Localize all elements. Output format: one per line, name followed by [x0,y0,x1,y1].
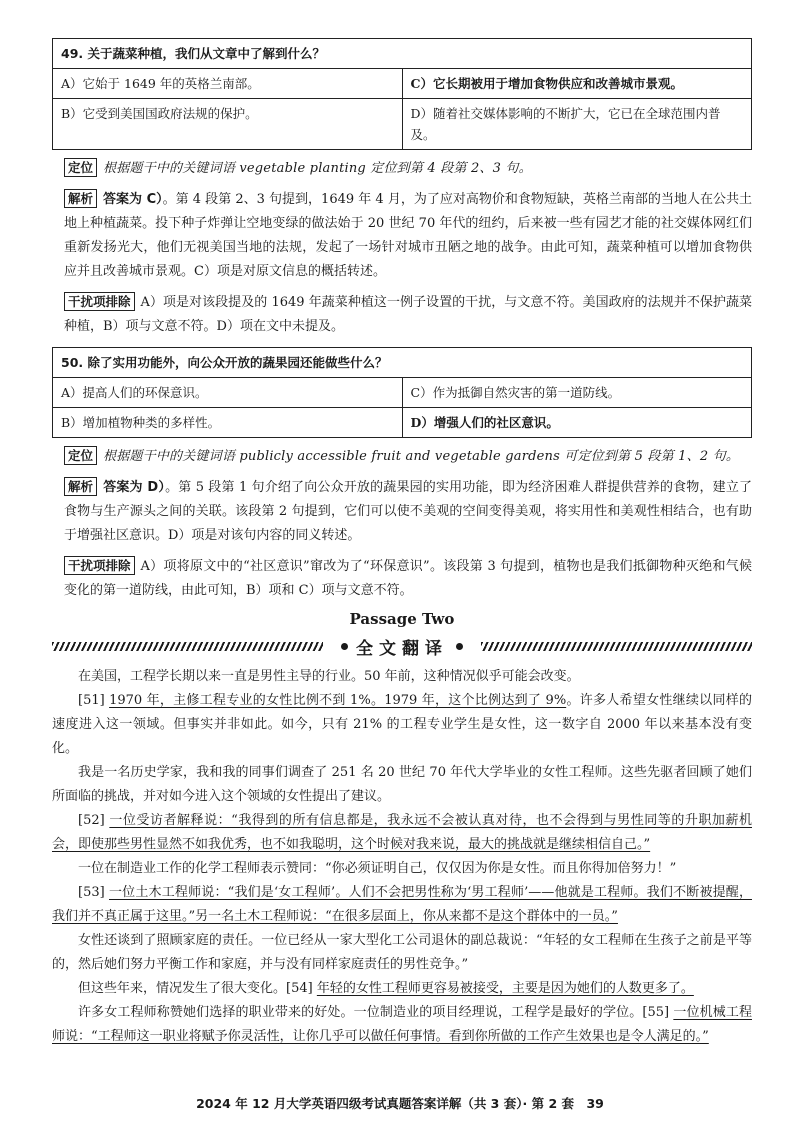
translation-p8 [52,977,752,1001]
question-50-table [52,347,752,438]
question-50-stem: 50. 除了实用功能外，向公众开放的蔬果园还能做些什么？ [53,348,752,378]
q49-distractors [52,291,752,339]
translation-p9 [52,1001,752,1049]
banner-title: 全文翻译 [356,638,448,659]
translation-p4 [52,809,752,857]
q49-option-b: B）它受到美国国政府法规的保护。 [53,99,403,150]
banner-hatch-left [52,642,323,651]
passage-title: Passage Two [349,610,455,628]
q50-analysis-text: 。第 5 段第 1 句介绍了向公众开放的蔬果园的实用功能，即为经济困难人群提供营养的食物，建立了食物与生产源头之间的关联。该段第 2 句提到，它们可以使不美观的空间变得美观，将实用性和美观性相结合，也有助于增强社区意识。D）项是对该句内容的同义转述。 [64,480,752,543]
location-tag: 定位 [64,158,97,177]
marker-54: [54] [286,981,313,996]
q49-option-c: C）它长期被用于增加食物供应和改善城市景观。 [402,69,752,99]
section-banner [52,633,752,659]
marker-51: [51] [78,693,105,708]
analysis-tag: 解析 [64,189,97,208]
translation-p2 [52,689,752,761]
q49-location [52,157,752,181]
underlined-55: 一位机械工程师说：“工程师这一职业将赋予你灵活性，让你几乎可以做任何事情。看到你所做的工作产生效果也是令人满足的。” [52,1005,752,1044]
underlined-53: 一位土木工程师说：“我们是‘女工程师’。人们不会把男性称为‘男工程师’——他就是工程师。我们不断被提醒，我们并不真正属于这里。”另一名土木工程师说：“在很多层面上，你从来都不是这个群体中的一员。” [52,885,752,924]
translation-p6 [52,881,752,929]
location-tag: 定位 [64,446,97,465]
bullet-icon [341,643,348,650]
banner-hatch-right [481,642,752,651]
distractor-tag: 干扰项排除 [64,292,135,311]
q50-distractor-text: A）项将原文中的“社区意识”窜改为了“环保意识”。该段第 3 句提到，植物也是我们抵御物种灭绝和气候变化的第一道防线，由此可知，B）项和 C）项与文意不符。 [64,559,752,598]
banner-center [323,634,481,659]
translation-p1: 在美国，工程学长期以来一直是男性主导的行业。50 年前，这种情况似乎可能会改变。 [78,669,580,684]
translation-p8-pre: 但这些年来，情况发生了很大变化。 [78,981,287,996]
translation-body [52,665,752,1049]
analysis-tag: 解析 [64,477,97,496]
q50-answer: 答案为 D） [103,480,166,495]
marker-53: [53] [78,885,105,900]
q49-location-text: 根据题干中的关键词语 vegetable planting 定位到第 4 段第 2、3 句。 [103,161,532,176]
page [52,38,752,1049]
page-footer: 2024 年 12 月大学英语四级考试真题答案详解（共 3 套）· 第 2 套 39 [196,1096,604,1111]
marker-55: [55] [642,1005,670,1020]
q50-option-d: D）增强人们的社区意识。 [402,408,752,438]
question-49-table [52,38,752,150]
translation-p7: 女性还谈到了照顾家庭的责任。一位已经从一家大型化工公司退休的副总裁说：“年轻的女工程师在生孩子之前是平等的，然后她们努力平衡工作和家庭，并与没有同样家庭责任的男性竞争。” [52,933,752,972]
q49-distractor-text: A）项是对该段提及的 1649 年蔬菜种植这一例子设置的干扰，与文意不符。美国政府的法规并不保护蔬菜种植，B）项与文意不符。D）项在文中未提及。 [64,295,752,334]
translation-p5: 一位在制造业工作的化学工程师表示赞同：“你必须证明自己，仅仅因为你是女性。而且你得加倍努力！” [78,861,677,876]
distractor-tag: 干扰项排除 [64,556,135,575]
q50-location [52,445,752,469]
q49-option-a: A）它始于 1649 年的英格兰南部。 [53,69,403,99]
q50-analysis [52,476,752,548]
q49-option-d: D）随着社交媒体影响的不断扩大，它已在全球范围内普及。 [402,99,752,150]
q49-answer: 答案为 C） [103,192,163,207]
q50-option-c: C）作为抵御自然灾害的第一道防线。 [402,378,752,408]
translation-p2-rest: 。许多人希望女性继续以同样的速度进入这一领域。但事实并非如此。如今，只有 21% 的工程专业学生是女性，这一数字自 2000 年以来基本没有变化。 [52,693,752,756]
bullet-icon [456,643,463,650]
question-49-stem: 49. 关于蔬菜种植，我们从文章中了解到什么？ [53,39,752,69]
q50-option-b: B）增加植物种类的多样性。 [53,408,403,438]
q50-option-a: A）提高人们的环保意识。 [53,378,403,408]
q49-analysis-text: 。第 4 段第 2、3 句提到，1649 年 4 月，为了应对高物价和食物短缺，英格兰南部的当地人在公共土地上种植蔬菜。投下种子炸弹让空地变绿的做法始于 20 世纪 70 年代的纽约，后来被一些有园艺才能的社交媒体网红们重新发扬光大，他们无视美国当地的法规，发起了一场针对城市丑陋之地的战争。由此可知，蔬菜种植可以增加食物供应并且改善城市景观。C）项是对原文信息的概括转述。 [64,192,752,279]
underlined-51: 1970 年，主修工程专业的女性比例不到 1%。1979 年，这个比例达到了 9% [109,693,567,708]
marker-52: [52] [78,813,105,828]
underlined-54: 年轻的女性工程师更容易被接受，主要是因为她们的人数更多了。 [316,981,694,996]
underlined-52: 一位受访者解释说：“我得到的所有信息都是，我永远不会被认真对待，也不会得到与男性同等的升职加薪机会，即使那些男性显然不如我优秀，也不如我聪明，这个时候对我来说，最大的挑战就是继续相信自己。” [52,813,752,852]
translation-p9-pre: 许多女工程师称赞她们选择的职业带来的好处。一位制造业的项目经理说，工程学是最好的学位。 [78,1005,643,1020]
q49-analysis [52,188,752,284]
q50-distractors [52,555,752,603]
q50-location-text: 根据题干中的关键词语 publicly accessible fruit and vegetable gardens 可定位到第 5 段第 1、2 句。 [103,449,740,464]
translation-p3: 我是一名历史学家，我和我的同事们调查了 251 名 20 世纪 70 年代大学毕业的女性工程师。这些先驱者回顾了她们所面临的挑战，并对如今进入这个领域的女性提出了建议。 [52,765,752,804]
